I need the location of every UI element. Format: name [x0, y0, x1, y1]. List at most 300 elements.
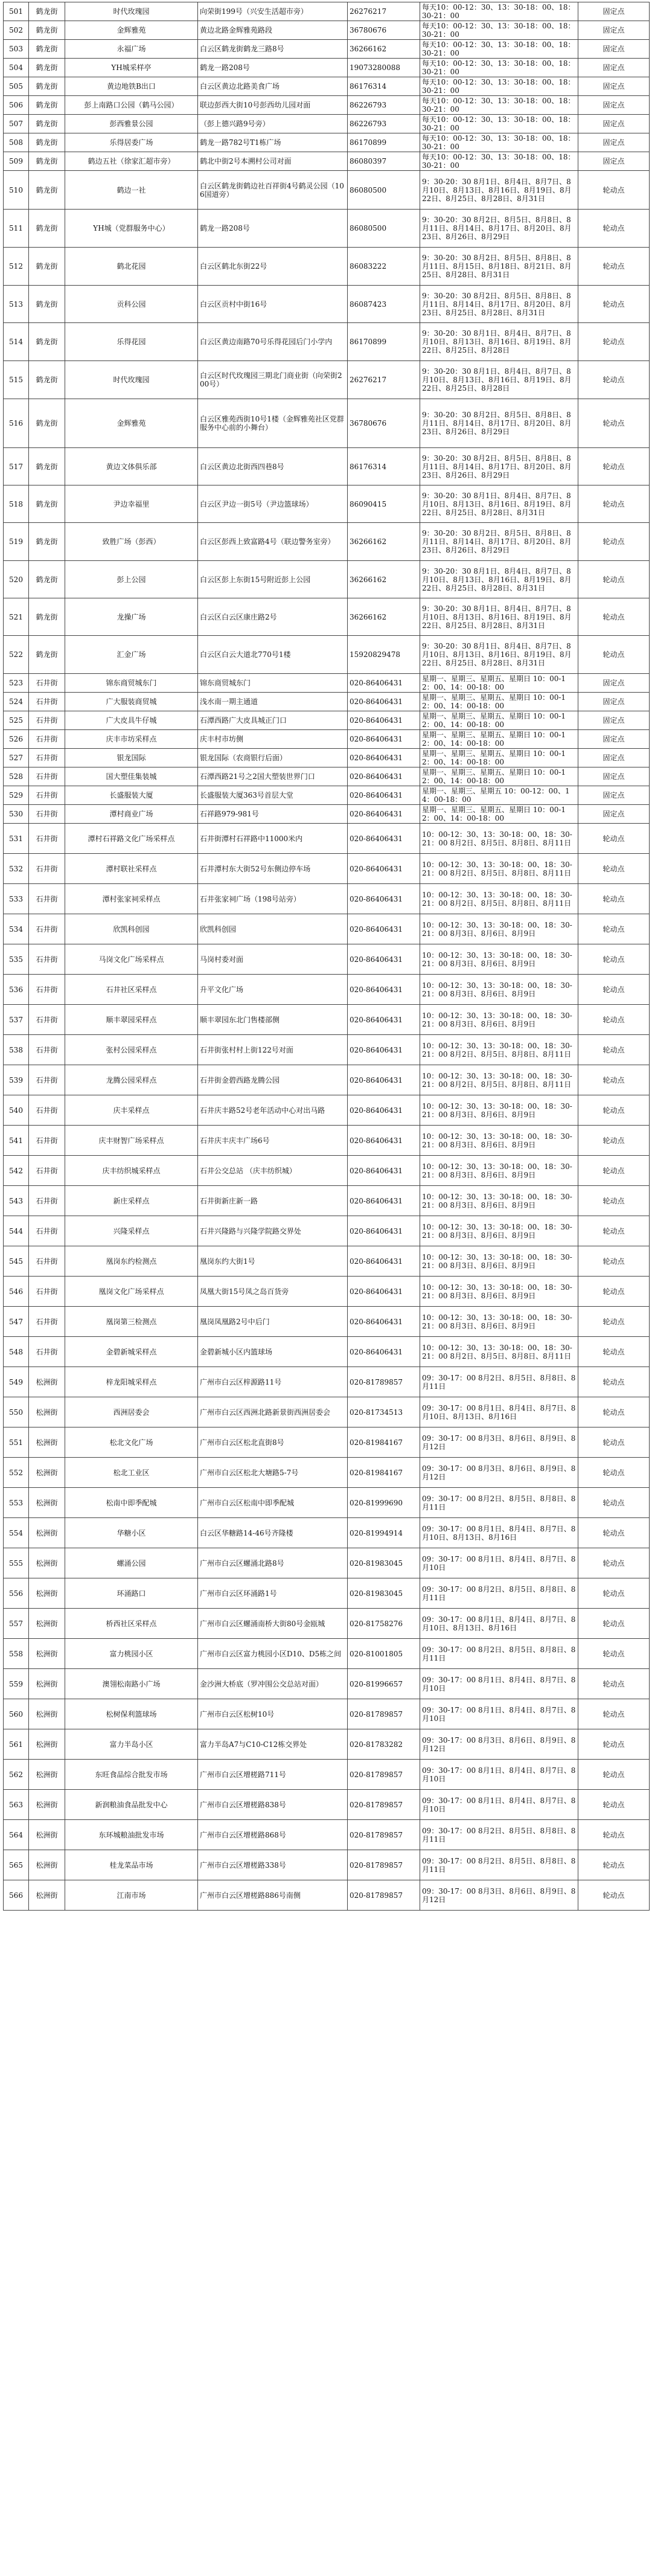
- cell-address: 白云区白云大道北770号1楼: [198, 636, 348, 674]
- cell-street: 石井街: [29, 1035, 65, 1065]
- table-row: [4, 1850, 650, 1880]
- cell-site-name: 鹤边一社: [65, 171, 198, 210]
- table-row: [4, 730, 650, 749]
- cell-phone: 020-81983045: [348, 1578, 420, 1609]
- cell-type: 轮动点: [578, 1367, 650, 1397]
- cell-phone: 020-81789857: [348, 1760, 420, 1790]
- cell-address: 顺丰翠园东北门售楼部侧: [198, 1005, 348, 1035]
- cell-street: 石井街: [29, 854, 65, 884]
- cell-street: 松洲街: [29, 1669, 65, 1699]
- cell-site-name: 松北文化广场: [65, 1427, 198, 1458]
- cell-site-name: 张村公园采样点: [65, 1035, 198, 1065]
- cell-site-name: 华糖小区: [65, 1518, 198, 1548]
- cell-hours: 10：00-12：30、13：30-18：00、18：30-21：00 8月3日、8月6日、8月9日: [420, 1126, 578, 1156]
- cell-address: 金碧新城小区内篮球场: [198, 1337, 348, 1367]
- cell-address: 白云区华糖路14-46号齐隆楼: [198, 1518, 348, 1548]
- cell-hours: 星期一、星期三、星期五、星期日 10：00-12：00、14：00-18：00: [420, 749, 578, 767]
- cell-type: 轮动点: [578, 1699, 650, 1729]
- table-row: [4, 59, 650, 77]
- cell-hours: 每天10：00-12：30、13：30-18：00、18：30-21：00: [420, 77, 578, 96]
- cell-hours: 9：30-20：30 8月2日、8月5日、8月8日、8月11日、8月14日、8月17日、8月20日、8月23日、8月26日、8月29日: [420, 210, 578, 248]
- cell-phone: 020-86406431: [348, 1277, 420, 1307]
- cell-hours: 09：30-17：00 8月2日、8月5日、8月8日、8月11日: [420, 1820, 578, 1850]
- cell-type: 轮动点: [578, 1427, 650, 1458]
- cell-hours: 星期一、星期三、星期五、星期日 10：00-12：00、14：00-18：00: [420, 730, 578, 749]
- cell-phone: 020-86406431: [348, 711, 420, 730]
- cell-hours: 9：30-20：30 8月1日、8月4日、8月7日、8月10日、8月13日、8月16日、8月19日、8月22日、8月25日、8月28日、8月31日: [420, 485, 578, 523]
- table-row: [4, 1246, 650, 1277]
- cell-type: 轮动点: [578, 1518, 650, 1548]
- cell-hours: 星期一、星期三、星期五、星期日 10：00-12：00、14：00-18：00: [420, 693, 578, 711]
- cell-street: 鹤龙街: [29, 485, 65, 523]
- cell-site-name: 兴隆采样点: [65, 1216, 198, 1246]
- cell-phone: 020-86406431: [348, 914, 420, 944]
- cell-type: 轮动点: [578, 914, 650, 944]
- cell-site-name: 乐得居委广场: [65, 133, 198, 152]
- cell-street: 鹤龙街: [29, 561, 65, 598]
- cell-address: 石祥路979-981号: [198, 805, 348, 824]
- cell-type: 轮动点: [578, 248, 650, 286]
- cell-street: 鹤龙街: [29, 96, 65, 115]
- cell-phone: 020-86406431: [348, 1126, 420, 1156]
- cell-address: 石井张家祠广场（198号站旁）: [198, 884, 348, 914]
- table-row: [4, 749, 650, 767]
- cell-type: 轮动点: [578, 1126, 650, 1156]
- cell-phone: 020-81789857: [348, 1699, 420, 1729]
- table-row: [4, 152, 650, 171]
- cell-no: 566: [4, 1880, 29, 1911]
- cell-type: 轮动点: [578, 1307, 650, 1337]
- cell-no: 545: [4, 1246, 29, 1277]
- cell-street: 石井街: [29, 1216, 65, 1246]
- cell-hours: 09：30-17：00 8月3日、8月6日、8月9日、8月12日: [420, 1427, 578, 1458]
- cell-street: 石井街: [29, 1065, 65, 1095]
- cell-address: 石潭西路广大皮具城正门口: [198, 711, 348, 730]
- cell-phone: 020-86406431: [348, 1216, 420, 1246]
- cell-site-name: 松南中即季配城: [65, 1488, 198, 1518]
- cell-phone: 020-86406431: [348, 1156, 420, 1186]
- cell-hours: 9：30-20：30 8月1日、8月4日、8月7日、8月10日、8月13日、8月16日、8月19日、8月22日、8月25日、8月28日、8月31日: [420, 636, 578, 674]
- cell-hours: 星期一、星期三、星期五、星期日 10：00-12：00、14：00-18：00: [420, 711, 578, 730]
- cell-phone: 19073280088: [348, 59, 420, 77]
- cell-no: 559: [4, 1669, 29, 1699]
- cell-no: 549: [4, 1367, 29, 1397]
- cell-site-name: 顺丰翠园采样点: [65, 1005, 198, 1035]
- cell-site-name: YH城（党群服务中心）: [65, 210, 198, 248]
- cell-street: 石井街: [29, 1095, 65, 1126]
- cell-address: 富力半岛A7与C10-C12栋交界处: [198, 1729, 348, 1760]
- table-row: [4, 21, 650, 40]
- cell-address: 石井街潭村石祥路中11000米内: [198, 824, 348, 854]
- cell-address: 白云区彭西上致富路4号（联边警务室旁）: [198, 523, 348, 561]
- cell-phone: 020-86406431: [348, 767, 420, 786]
- cell-no: 508: [4, 133, 29, 152]
- cell-street: 石井街: [29, 786, 65, 805]
- cell-type: 轮动点: [578, 1488, 650, 1518]
- cell-address: 白云区白云区康庄路2号: [198, 598, 348, 636]
- cell-hours: 10：00-12：30、13：30-18：00、18：30-21：00 8月2日、8月5日、8月8日、8月11日: [420, 824, 578, 854]
- cell-hours: 09：30-17：00 8月1日、8月4日、8月7日、8月10日: [420, 1699, 578, 1729]
- cell-no: 523: [4, 674, 29, 693]
- cell-street: 松洲街: [29, 1699, 65, 1729]
- cell-hours: 09：30-17：00 8月1日、8月4日、8月7日、8月10日: [420, 1790, 578, 1820]
- cell-type: 轮动点: [578, 1669, 650, 1699]
- cell-no: 560: [4, 1699, 29, 1729]
- table-row: [4, 1699, 650, 1729]
- cell-street: 石井街: [29, 914, 65, 944]
- cell-site-name: 国大塑佳集装城: [65, 767, 198, 786]
- cell-phone: 020-86406431: [348, 1307, 420, 1337]
- cell-phone: 86083222: [348, 248, 420, 286]
- cell-type: 固定点: [578, 730, 650, 749]
- cell-no: 557: [4, 1609, 29, 1639]
- cell-phone: 020-81789857: [348, 1850, 420, 1880]
- cell-phone: 020-86406431: [348, 1095, 420, 1126]
- cell-no: 526: [4, 730, 29, 749]
- cell-no: 509: [4, 152, 29, 171]
- cell-hours: 10：00-12：30、13：30-18：00、18：30-21：00 8月2日、8月5日、8月8日、8月11日: [420, 854, 578, 884]
- cell-type: 轮动点: [578, 824, 650, 854]
- cell-no: 502: [4, 21, 29, 40]
- cell-no: 542: [4, 1156, 29, 1186]
- cell-site-name: 庆丰采样点: [65, 1095, 198, 1126]
- cell-phone: 86226793: [348, 96, 420, 115]
- cell-street: 石井街: [29, 944, 65, 975]
- cell-hours: 9：30-20：30 8月2日、8月5日、8月8日、8月11日、8月15日、8月18日、8月21日、8月25日、8月28日、8月31日: [420, 248, 578, 286]
- cell-phone: 020-86406431: [348, 749, 420, 767]
- cell-no: 503: [4, 40, 29, 59]
- cell-phone: 36780676: [348, 399, 420, 448]
- table-row: [4, 1880, 650, 1911]
- cell-no: 531: [4, 824, 29, 854]
- cell-no: 562: [4, 1760, 29, 1790]
- table-row: [4, 1458, 650, 1488]
- table-row: [4, 1277, 650, 1307]
- cell-type: 轮动点: [578, 1005, 650, 1035]
- cell-hours: 每天10：00-12：30、13：30-18：00、18：30-21：00: [420, 21, 578, 40]
- cell-hours: 10：00-12：30、13：30-18：00、18：30-21：00 8月2日、8月5日、8月8日、8月11日: [420, 1337, 578, 1367]
- cell-street: 鹤龙街: [29, 2, 65, 21]
- cell-type: 轮动点: [578, 636, 650, 674]
- cell-phone: 020-86406431: [348, 975, 420, 1005]
- cell-street: 石井街: [29, 767, 65, 786]
- cell-type: 轮动点: [578, 399, 650, 448]
- cell-type: 轮动点: [578, 854, 650, 884]
- cell-site-name: 潭村联社采样点: [65, 854, 198, 884]
- table-row: [4, 1669, 650, 1699]
- table-row: [4, 1367, 650, 1397]
- table-row: [4, 1488, 650, 1518]
- cell-no: 520: [4, 561, 29, 598]
- cell-no: 516: [4, 399, 29, 448]
- table-row: [4, 1337, 650, 1367]
- cell-site-name: 东环城粮油批发市场: [65, 1820, 198, 1850]
- cell-type: 轮动点: [578, 1578, 650, 1609]
- cell-hours: 每天10：00-12：30、13：30-18：00、18：30-21：00: [420, 96, 578, 115]
- cell-no: 537: [4, 1005, 29, 1035]
- cell-phone: 86176314: [348, 448, 420, 485]
- cell-no: 501: [4, 2, 29, 21]
- cell-hours: 10：00-12：30、13：30-18：00、18：30-21：00 8月3日、8月6日、8月9日: [420, 1277, 578, 1307]
- cell-phone: 26276217: [348, 361, 420, 399]
- table-row: [4, 2, 650, 21]
- cell-street: 鹤龙街: [29, 152, 65, 171]
- cell-street: 松洲街: [29, 1397, 65, 1427]
- cell-phone: 020-86406431: [348, 786, 420, 805]
- cell-hours: 10：00-12：30、13：30-18：00、18：30-21：00 8月3日、8月6日、8月9日: [420, 1005, 578, 1035]
- cell-phone: 020-86406431: [348, 884, 420, 914]
- table-row: [4, 399, 650, 448]
- cell-type: 轮动点: [578, 523, 650, 561]
- cell-phone: 020-86406431: [348, 674, 420, 693]
- cell-site-name: 江南市场: [65, 1880, 198, 1911]
- cell-site-name: 时代玫瑰园: [65, 361, 198, 399]
- cell-street: 石井街: [29, 730, 65, 749]
- cell-address: 广州市白云区增槎路886号南侧: [198, 1880, 348, 1911]
- cell-hours: 09：30-17：00 8月1日、8月4日、8月7日、8月10日、8月13日、8月16日: [420, 1609, 578, 1639]
- cell-address: 浅水南一期主通道: [198, 693, 348, 711]
- cell-hours: 10：00-12：30、13：30-18：00、18：30-21：00 8月2日、8月5日、8月8日、8月11日: [420, 1065, 578, 1095]
- cell-hours: 9：30-20：30 8月1日、8月4日、8月7日、8月10日、8月13日、8月16日、8月19日、8月22日、8月25日、8月28日、8月31日: [420, 598, 578, 636]
- cell-no: 552: [4, 1458, 29, 1488]
- cell-site-name: 环涌路口: [65, 1578, 198, 1609]
- cell-site-name: 龙操广场: [65, 598, 198, 636]
- cell-hours: 每天10：00-12：30、13：30-18：00、18：30-21：00: [420, 115, 578, 133]
- cell-phone: 36266162: [348, 598, 420, 636]
- table-row: [4, 561, 650, 598]
- table-row: [4, 1397, 650, 1427]
- cell-street: 石井街: [29, 711, 65, 730]
- table-row: [4, 1578, 650, 1609]
- cell-street: 石井街: [29, 749, 65, 767]
- table-row: [4, 210, 650, 248]
- table-row: [4, 448, 650, 485]
- cell-hours: 10：00-12：30、13：30-18：00、18：30-21：00 8月2日、8月5日、8月8日、8月11日: [420, 1035, 578, 1065]
- cell-no: 551: [4, 1427, 29, 1458]
- cell-site-name: 富力桃园小区: [65, 1639, 198, 1669]
- cell-hours: 9：30-20：30 8月1日、8月4日、8月7日、8月10日、8月13日、8月16日、8月19日、8月22日、8月25日、8月28日: [420, 323, 578, 361]
- cell-site-name: 贡科公园: [65, 286, 198, 323]
- cell-address: 广州市白云区增槎路711号: [198, 1760, 348, 1790]
- cell-street: 鹤龙街: [29, 248, 65, 286]
- cell-phone: 020-86406431: [348, 944, 420, 975]
- cell-type: 固定点: [578, 767, 650, 786]
- cell-type: 轮动点: [578, 1186, 650, 1216]
- cell-address: 石井街金碧西路龙腾公园: [198, 1065, 348, 1095]
- cell-street: 鹤龙街: [29, 286, 65, 323]
- table-row: [4, 1790, 650, 1820]
- cell-address: 石井街张村村上街122号对面: [198, 1035, 348, 1065]
- cell-phone: 86080500: [348, 171, 420, 210]
- cell-street: 松洲街: [29, 1760, 65, 1790]
- cell-no: 510: [4, 171, 29, 210]
- cell-street: 松洲街: [29, 1820, 65, 1850]
- cell-street: 石井街: [29, 693, 65, 711]
- cell-address: 联边彭西大街10号彭西幼儿园对面: [198, 96, 348, 115]
- table-row: [4, 786, 650, 805]
- cell-no: 546: [4, 1277, 29, 1307]
- cell-phone: 86176314: [348, 77, 420, 96]
- cell-no: 532: [4, 854, 29, 884]
- cell-hours: 09：30-17：00 8月1日、8月4日、8月7日、8月10日: [420, 1669, 578, 1699]
- cell-site-name: 庆丰纺织城采样点: [65, 1156, 198, 1186]
- cell-address: 银龙国际（农商银行后面）: [198, 749, 348, 767]
- cell-street: 石井街: [29, 1307, 65, 1337]
- cell-type: 固定点: [578, 693, 650, 711]
- cell-hours: 9：30-20：30 8月2日、8月5日、8月8日、8月11日、8月14日、8月17日、8月20日、8月23日、8月26日、8月29日: [420, 448, 578, 485]
- cell-street: 鹤龙街: [29, 40, 65, 59]
- cell-type: 固定点: [578, 2, 650, 21]
- cell-address: 白云区彭上东街15号附近彭上公园: [198, 561, 348, 598]
- cell-type: 轮动点: [578, 1458, 650, 1488]
- cell-hours: 10：00-12：30、13：30-18：00、18：30-21：00 8月3日、8月6日、8月9日: [420, 1156, 578, 1186]
- cell-address: 石井庆丰庆丰广场6号: [198, 1126, 348, 1156]
- cell-street: 松洲街: [29, 1427, 65, 1458]
- cell-type: 轮动点: [578, 1880, 650, 1911]
- table-row: [4, 1035, 650, 1065]
- cell-no: 506: [4, 96, 29, 115]
- table-row: [4, 248, 650, 286]
- table-row: [4, 711, 650, 730]
- cell-address: 石井街新庄新一路: [198, 1186, 348, 1216]
- cell-address: 马岗村委对面: [198, 944, 348, 975]
- cell-type: 轮动点: [578, 1639, 650, 1669]
- cell-type: 轮动点: [578, 1820, 650, 1850]
- cell-street: 松洲街: [29, 1578, 65, 1609]
- cell-address: 广州市白云区梓源路11号: [198, 1367, 348, 1397]
- cell-address: 白云区贡村中街16号: [198, 286, 348, 323]
- table-row: [4, 485, 650, 523]
- table-row: [4, 824, 650, 854]
- table-row: [4, 944, 650, 975]
- cell-address: 鹤龙一路782号T1栋广场: [198, 133, 348, 152]
- cell-street: 石井街: [29, 674, 65, 693]
- cell-hours: 09：30-17：00 8月2日、8月5日、8月8日、8月11日: [420, 1850, 578, 1880]
- cell-site-name: 凰岗文化广场采样点: [65, 1277, 198, 1307]
- cell-address: 欣凯科创园: [198, 914, 348, 944]
- table-row: [4, 1005, 650, 1035]
- cell-address: 白云区鹤北东街22号: [198, 248, 348, 286]
- cell-phone: 020-86406431: [348, 1186, 420, 1216]
- table-row: [4, 1729, 650, 1760]
- cell-address: 白云区黄边南路70号乐得花园后门小学内: [198, 323, 348, 361]
- cell-hours: 09：30-17：00 8月1日、8月4日、8月7日、8月10日: [420, 1548, 578, 1578]
- table-row: [4, 1548, 650, 1578]
- cell-type: 轮动点: [578, 944, 650, 975]
- table-row: [4, 523, 650, 561]
- cell-address: 白云区黄边北街西四巷8号: [198, 448, 348, 485]
- cell-phone: 86080397: [348, 152, 420, 171]
- cell-no: 550: [4, 1397, 29, 1427]
- cell-phone: 26276217: [348, 2, 420, 21]
- cell-address: 白云区鹤龙街鹤边社百祥街4号鹤灵公园（106国道旁）: [198, 171, 348, 210]
- cell-no: 521: [4, 598, 29, 636]
- table-row: [4, 40, 650, 59]
- cell-hours: 10：00-12：30、13：30-18：00、18：30-21：00 8月3日、8月6日、8月9日: [420, 1095, 578, 1126]
- cell-site-name: 银龙国际: [65, 749, 198, 767]
- cell-type: 固定点: [578, 749, 650, 767]
- cell-hours: 每天10：00-12：30、13：30-18：00、18：30-21：00: [420, 59, 578, 77]
- cell-phone: 86090415: [348, 485, 420, 523]
- cell-address: 黄边北路金辉雅苑路段: [198, 21, 348, 40]
- cell-phone: 15920829478: [348, 636, 420, 674]
- cell-type: 固定点: [578, 59, 650, 77]
- table-row: [4, 1760, 650, 1790]
- table-row: [4, 77, 650, 96]
- cell-address: 石潭西路21号之2国大塑装世界门口: [198, 767, 348, 786]
- cell-phone: 36266162: [348, 523, 420, 561]
- cell-street: 鹤龙街: [29, 115, 65, 133]
- cell-phone: 020-86406431: [348, 805, 420, 824]
- cell-no: 540: [4, 1095, 29, 1126]
- cell-hours: 09：30-17：00 8月1日、8月4日、8月7日、8月10日、8月13日、8月16日: [420, 1518, 578, 1548]
- cell-no: 511: [4, 210, 29, 248]
- cell-type: 轮动点: [578, 1850, 650, 1880]
- table-row: [4, 323, 650, 361]
- cell-address: 白云区鹤龙街鹤龙三路8号: [198, 40, 348, 59]
- cell-street: 石井街: [29, 1246, 65, 1277]
- cell-street: 松洲街: [29, 1488, 65, 1518]
- cell-street: 石井街: [29, 1126, 65, 1156]
- cell-type: 轮动点: [578, 448, 650, 485]
- cell-hours: 每天10：00-12：30、13：30-18：00、18：30-21：00: [420, 2, 578, 21]
- cell-hours: 10：00-12：30、13：30-18：00、18：30-21：00 8月3日、8月6日、8月9日: [420, 944, 578, 975]
- cell-site-name: 马岗文化广场采样点: [65, 944, 198, 975]
- cell-site-name: 潭村商业广场: [65, 805, 198, 824]
- cell-no: 554: [4, 1518, 29, 1548]
- sampling-site-table: [3, 2, 650, 1911]
- table-row: [4, 693, 650, 711]
- cell-no: 561: [4, 1729, 29, 1760]
- cell-no: 565: [4, 1850, 29, 1880]
- cell-street: 鹤龙街: [29, 59, 65, 77]
- cell-address: （彭上德兴路9号旁）: [198, 115, 348, 133]
- cell-hours: 09：30-17：00 8月3日、8月6日、8月9日、8月12日: [420, 1458, 578, 1488]
- cell-hours: 09：30-17：00 8月2日、8月5日、8月8日、8月11日: [420, 1367, 578, 1397]
- cell-hours: 9：30-20：30 8月1日、8月4日、8月7日、8月10日、8月13日、8月16日、8月19日、8月22日、8月25日、8月28日、8月31日: [420, 171, 578, 210]
- cell-street: 鹤龙街: [29, 399, 65, 448]
- table-row: [4, 96, 650, 115]
- cell-no: 517: [4, 448, 29, 485]
- cell-address: 升平文化广场: [198, 975, 348, 1005]
- cell-type: 轮动点: [578, 598, 650, 636]
- cell-site-name: 彭上公园: [65, 561, 198, 598]
- table-row: [4, 1820, 650, 1850]
- cell-site-name: 尹边幸福里: [65, 485, 198, 523]
- cell-phone: 020-86406431: [348, 854, 420, 884]
- cell-address: 长盛服装大厦363号首层大堂: [198, 786, 348, 805]
- cell-site-name: 时代玫瑰园: [65, 2, 198, 21]
- cell-street: 石井街: [29, 975, 65, 1005]
- cell-site-name: 金辉雅苑: [65, 399, 198, 448]
- cell-type: 固定点: [578, 115, 650, 133]
- cell-phone: 020-81734513: [348, 1397, 420, 1427]
- cell-no: 555: [4, 1548, 29, 1578]
- table-row: [4, 1609, 650, 1639]
- cell-site-name: 松北工业区: [65, 1458, 198, 1488]
- cell-site-name: 西洲居委会: [65, 1397, 198, 1427]
- cell-street: 松洲街: [29, 1639, 65, 1669]
- cell-site-name: 潭村石祥路文化广场采样点: [65, 824, 198, 854]
- cell-site-name: 庆丰市坊采样点: [65, 730, 198, 749]
- cell-type: 轮动点: [578, 1609, 650, 1639]
- cell-street: 鹤龙街: [29, 77, 65, 96]
- cell-type: 轮动点: [578, 1548, 650, 1578]
- cell-phone: 36780676: [348, 21, 420, 40]
- cell-phone: 020-86406431: [348, 730, 420, 749]
- cell-type: 轮动点: [578, 171, 650, 210]
- cell-site-name: 黄边地铁B出口: [65, 77, 198, 96]
